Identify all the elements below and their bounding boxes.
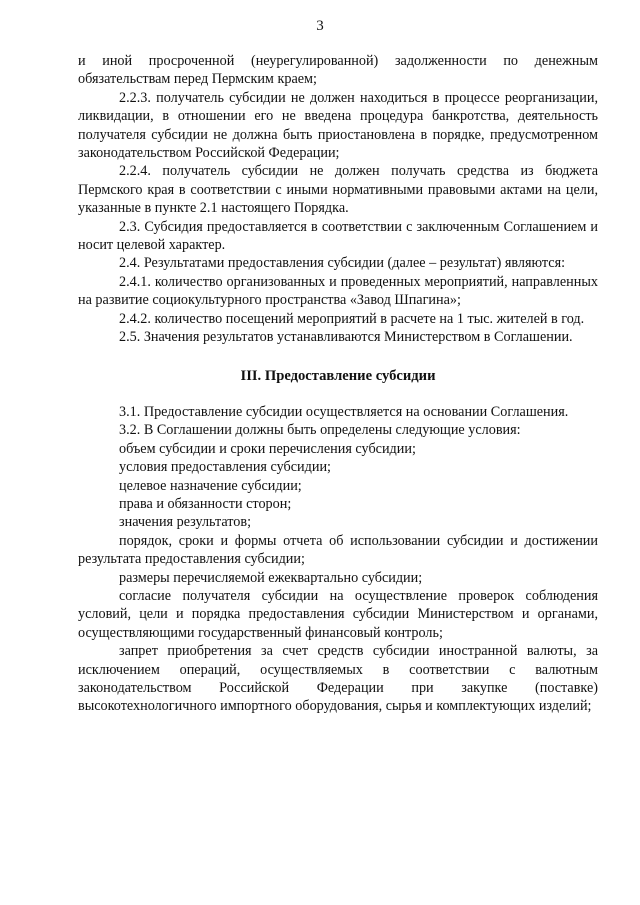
- paragraph-2-4: 2.4. Результатами предоставления субсидии (далее – результат) являются:: [119, 255, 566, 272]
- spacer: [78, 347, 598, 367]
- section-heading: III. Предоставление субсидии: [240, 367, 436, 384]
- paragraph-2-4-2: 2.4.2. количество посещений мероприятий в расчете на 1 тыс. жителей в год.: [119, 310, 585, 327]
- condition-item: размеры перечисляемой ежеквартально субсидии;: [119, 569, 423, 586]
- condition-item: объем субсидии и сроки перечисления субсидии;: [119, 440, 416, 457]
- spacer: [78, 385, 598, 403]
- condition-item: целевое назначение субсидии;: [119, 477, 302, 494]
- paragraph-3-2: 3.2. В Соглашении должны быть определены следующие условия:: [119, 422, 521, 439]
- paragraph-2-2-3: 2.2.3. получатель субсидии не должен находиться в процессе реорганизации, ликвидации, в отношении его не введена процедура банкротства, деятельность получателя субсидии не должна быть приостановлена в порядке, предусмотренном законодательством Российской Федерации;: [78, 89, 598, 162]
- condition-item: запрет приобретения за счет средств субсидии иностранной валюты, за исключением операций, осуществляемых в соответствии с валютным законодательством Российской Федерации при закупке (поставке) высокотехнологичного импортного оборудования, сырья и комплектующих изделий;: [78, 643, 598, 715]
- document-body: [78, 52, 598, 716]
- condition-item: условия предоставления субсидии;: [119, 459, 331, 476]
- paragraph-2-5: 2.5. Значения результатов устанавливаются Министерством в Соглашении.: [119, 329, 573, 346]
- paragraph-2-4-1: 2.4.1. количество организованных и проведенных мероприятий, направленных на развитие социокультурного пространства «Завод Шпагина»;: [78, 273, 598, 309]
- page-number: 3: [316, 18, 324, 34]
- condition-item: согласие получателя субсидии на осуществление проверок соблюдения условий, цели и порядка предоставления субсидии Министерством и органами, осуществляющими государственный финансовый контроль;: [78, 587, 598, 641]
- paragraph-2-2-4: 2.2.4. получатель субсидии не должен получать средства из бюджета Пермского края в соответствии с иными нормативными правовыми актами на цели, указанные в пункте 2.1 настоящего Порядка.: [78, 163, 598, 217]
- paragraph-3-1: 3.1. Предоставление субсидии осуществляется на основании Соглашения.: [119, 403, 569, 420]
- paragraph-continuation: и иной просроченной (неурегулированной) задолженности по денежным обязательствам перед Пермским краем;: [78, 53, 598, 88]
- condition-item: значения результатов;: [119, 514, 252, 531]
- paragraph-2-3: 2.3. Субсидия предоставляется в соответствии с заключенным Соглашением и носит целевой характер.: [78, 218, 598, 254]
- condition-item: порядок, сроки и формы отчета об использовании субсидии и достижении результата предоставления субсидии;: [78, 532, 598, 568]
- condition-item: права и обязанности сторон;: [119, 495, 292, 512]
